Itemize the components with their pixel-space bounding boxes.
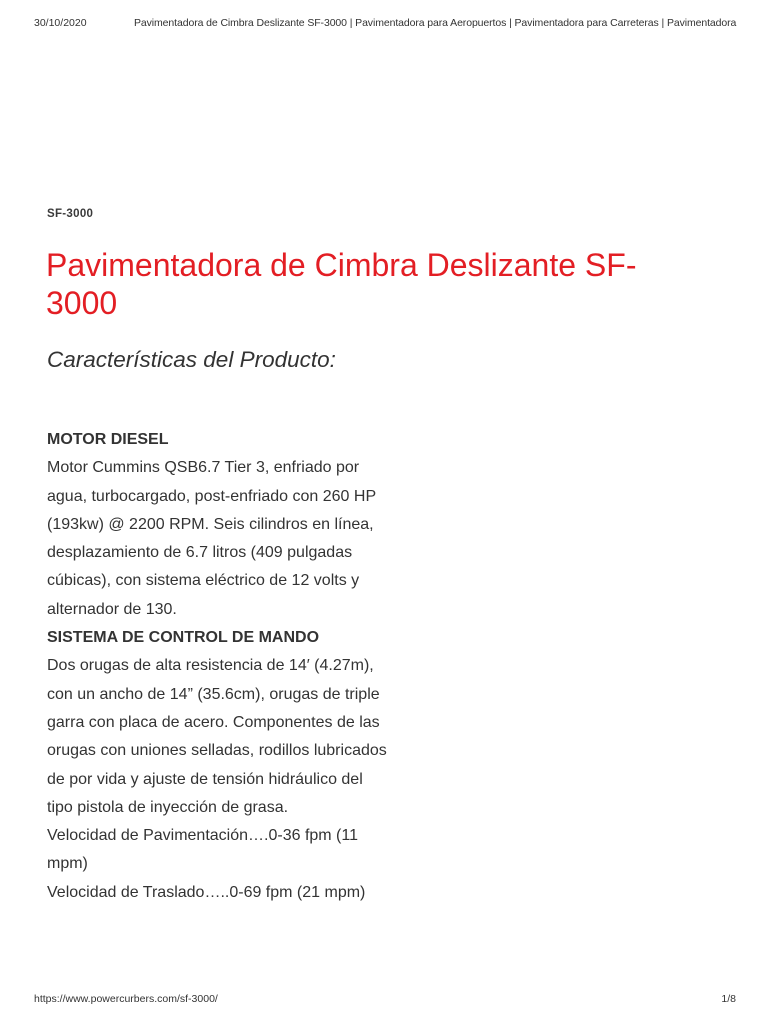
- breadcrumb[interactable]: SF-3000: [47, 208, 94, 220]
- section-paragraph: Motor Cummins QSB6.7 Tier 3, enfriado por agua, turbocargado, post-enfriado con 260 HP (193kw) @ 2200 RPM. Seis cilindros en línea, desplazamiento de 6.7 litros (409 pulgadas cúbicas), con sistema eléctrico de 12 volts y alternador de 130.: [47, 459, 376, 618]
- print-document-title: Pavimentadora de Cimbra Deslizante SF-3000 | Pavimentadora para Aeropuertos | Pavimentadora para Carreteras | Pavimentadora: [134, 17, 737, 29]
- travel-speed-spec: Velocidad de Traslado…..0-69 fpm (21 mpm): [47, 883, 366, 901]
- product-features-subtitle: Características del Producto:: [47, 347, 336, 372]
- section-heading-control-de-mando: SISTEMA DE CONTROL DE MANDO: [47, 629, 320, 647]
- page-title: Pavimentadora de Cimbra Deslizante SF-3000: [46, 247, 637, 321]
- section-heading-motor-diesel: MOTOR DIESEL: [47, 431, 169, 448]
- section-paragraph: Dos orugas de alta resistencia de 14′ (4.27m), con un ancho de 14” (35.6cm), orugas de triple garra con placa de acero. Componentes de las orugas con uniones selladas, rodillos lubricados de por vida y ajuste de tensión hidráulico del tipo pistola de inyección de grasa.: [47, 657, 387, 816]
- product-features-content: [47, 426, 387, 907]
- print-date: 30/10/2020: [34, 17, 87, 29]
- page-url: https://www.powercurbers.com/sf-3000/: [34, 993, 218, 1005]
- paving-speed-spec: Velocidad de Pavimentación….0-36 fpm (11 mpm): [47, 827, 358, 873]
- page-number: 1/8: [721, 993, 736, 1005]
